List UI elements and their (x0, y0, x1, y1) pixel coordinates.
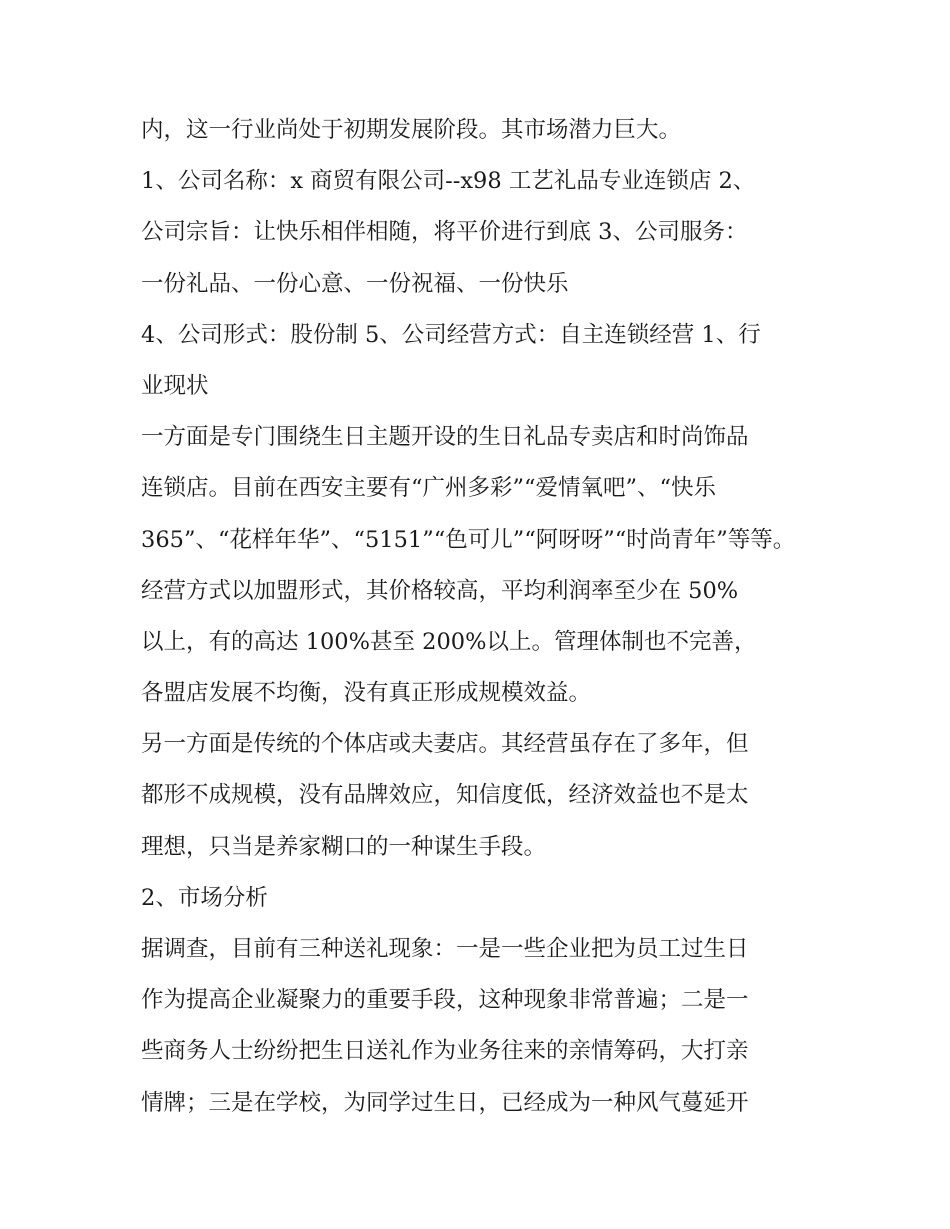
text-line-17: 据调查，目前有三种送礼现象：一是一些企业把为员工过生日 (141, 936, 749, 962)
text-line-08: 连锁店。目前在西安主要有“广州多彩”“爱情氧吧”、“快乐 (141, 475, 717, 502)
text-line-09: 365”、“花样年华”、“5151”“色可儿”“阿呀呀”“时尚青年”等等。 (141, 526, 796, 553)
text-line-05: 4、公司形式：股份制 5、公司经营方式：自主连锁经营 1、行 (141, 321, 761, 348)
text-line-01: 内，这一行业尚处于初期发展阶段。其市场潜力巨大。 (141, 117, 682, 143)
text-line-16: 2、市场分析 (141, 884, 268, 911)
body-text (141, 105, 821, 1129)
text-line-10: 经营方式以加盟形式，其价格较高，平均利润率至少在 50% (141, 577, 739, 604)
text-line-03: 公司宗旨：让快乐相伴相随，将平价进行到底 3、公司服务： (141, 219, 748, 246)
text-line-07: 一方面是专门围绕生日主题开设的生日礼品专卖店和时尚饰品 (141, 424, 749, 451)
text-line-06: 业现状 (141, 372, 209, 399)
text-line-13: 另一方面是传统的个体店或夫妻店。其经营虽存在了多年，但 (141, 731, 749, 758)
text-line-15: 理想，只当是养家糊口的一种谋生手段。 (141, 833, 547, 860)
text-line-20: 情牌；三是在学校，为同学过生日，已经成为一种风气蔓延开 (141, 1089, 749, 1116)
text-line-18: 作为提高企业凝聚力的重要手段，这种现象非常普遍；二是一 (141, 987, 749, 1014)
text-line-02: 1、公司名称：x 商贸有限公司--x98 工艺礼品专业连锁店 2、 (141, 168, 756, 195)
text-line-19: 些商务人士纷纷把生日送礼作为业务往来的亲情筹码，大打亲 (141, 1038, 749, 1065)
text-line-14: 都形不成规模，没有品牌效应，知信度低，经济效益也不是太 (141, 782, 749, 809)
text-line-12: 各盟店发展不均衡，没有真正形成规模效益。 (141, 680, 592, 707)
text-line-11: 以上，有的高达 100%甚至 200%以上。管理体制也不完善， (141, 628, 757, 655)
text-line-04: 一份礼品、一份心意、一份祝福、一份快乐 (141, 270, 569, 297)
